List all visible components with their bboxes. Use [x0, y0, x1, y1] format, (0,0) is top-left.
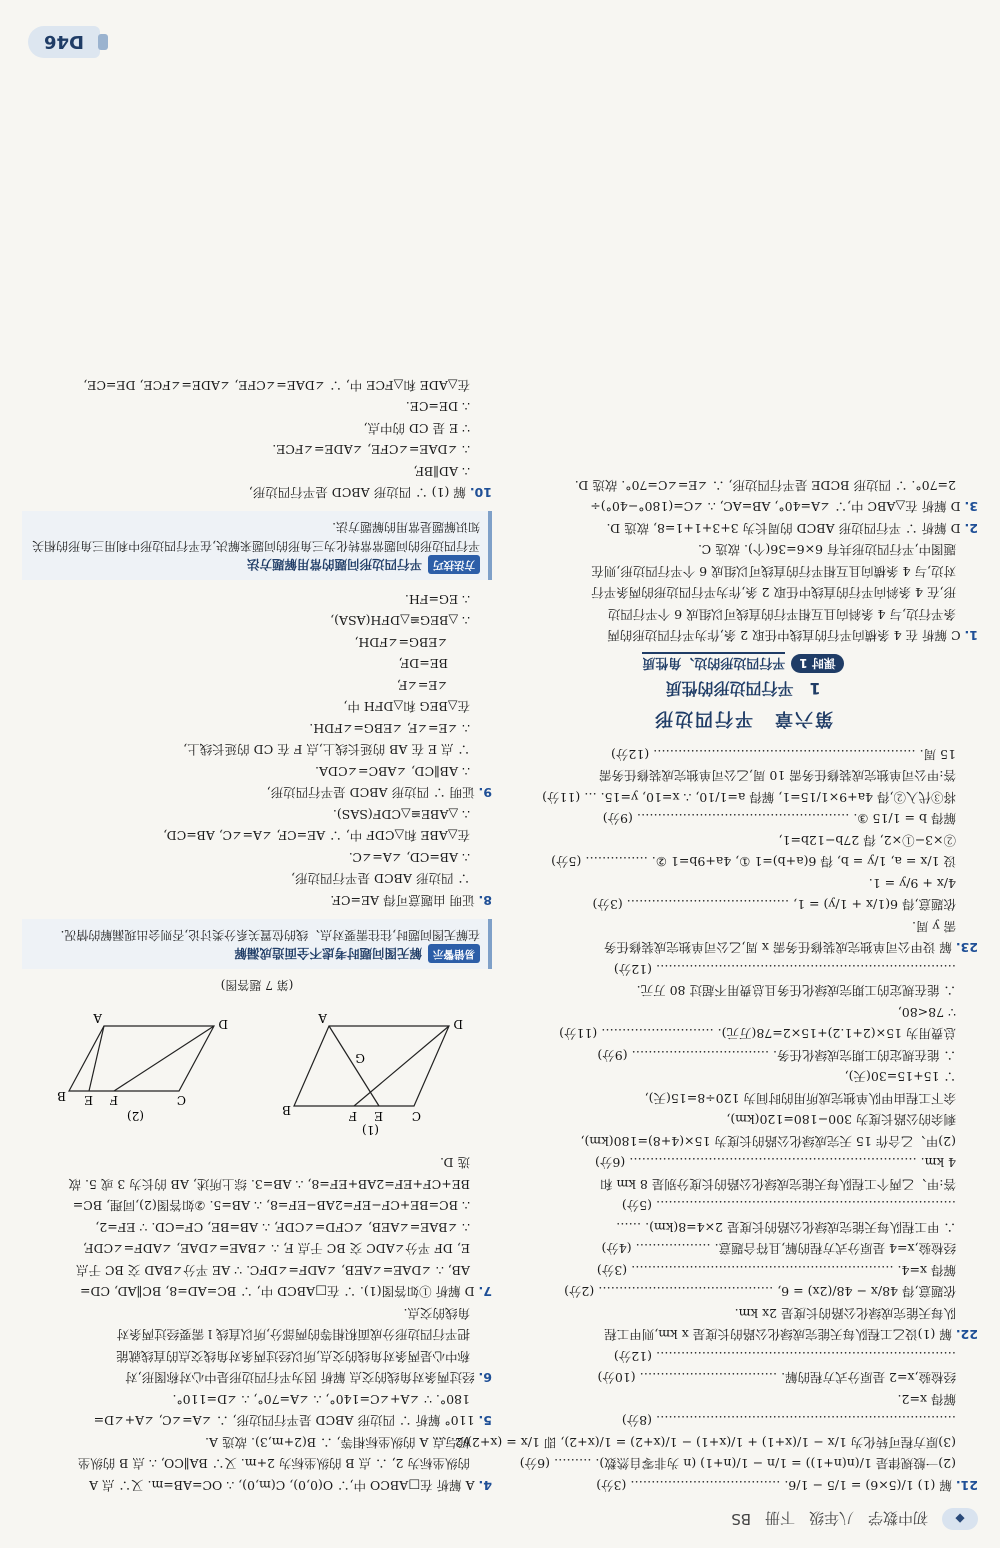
text-line: 把平行四边形分成面积相等的两部分,所以直线 l 需要经过两条对: [116, 1327, 470, 1343]
text-line: 4 km. …………………………………………………………… (6分): [595, 1155, 956, 1171]
text-line: 队每天能完成绿化公路的长度是 2x km.: [734, 1306, 956, 1321]
tip-chip: 易错警示: [428, 944, 480, 963]
question-text: 证明 ∵ 四边形 ABCD 是平行四边形,: [266, 785, 475, 801]
question-text: 110° 解析 ∵ 四边形 ABCD 是平行四边形, ∴ ∠A=∠C, ∠A+∠D=: [93, 1413, 475, 1429]
header-subject: 初中数学: [867, 1509, 928, 1528]
text-line: ∵ 点 E 在 AB 的延长线上,点 F 在 CD 的延长线上,: [183, 742, 470, 758]
text-line: 2=70°. ∵ 四边形 BCDE 是平行四边形, ∴ ∠E=∠C=70°. 故选 D.: [574, 478, 956, 493]
question-number: 10.: [469, 485, 492, 501]
text-line: ∴ ∠DAE=∠CFE, ∠ADE=∠FCE.: [272, 442, 470, 458]
fig1-label-d: D: [453, 1017, 464, 1031]
text-line: ∴ ∠BAE=∠AEB, ∠CFD=∠CDF, ∴ AB=BE, CF=CD. ∵ EF=2,: [95, 1220, 470, 1235]
question-number: 23.: [955, 940, 978, 956]
question-number: 21.: [955, 1478, 978, 1493]
text-line: 在△BEG 和△DFH 中,: [343, 699, 470, 715]
fig2-label-d: D: [218, 1017, 229, 1031]
text-line: ∴ DE=CE.: [405, 399, 470, 415]
figure-row: [22, 996, 492, 1146]
text-line: ……………………………………………………………… (12分): [613, 962, 956, 977]
fig2-label-e: E: [84, 1093, 94, 1107]
text-line: 设 1/x = a, 1/y = b, 得 6(a+b)=1 ①, 4a+9b=1 ②. …………… (5分): [551, 854, 956, 870]
question-line: [508, 1324, 978, 1346]
fig2-label-c: C: [177, 1093, 187, 1107]
text-line: 180°. ∵ ∠A+∠C=140°, ∴ ∠A=70°, ∴ ∠D=110°.: [172, 1392, 470, 1407]
tip-body: 平行四边形的问题常常转化为三角形的问题来解决,在平行四边形中利用三角形的相关知识解题是常用的解题方法.: [32, 520, 480, 554]
question-text: 解 (1) ∵ 四边形 ABCD 是平行四边形,: [248, 485, 466, 501]
text-line: ∠E=∠F,: [396, 678, 448, 693]
question-text: 经过两条对角线的交点 解析 因为平行四边形是中心对称图形,对: [125, 1370, 475, 1386]
chapter-title: 第六章 平行四边形: [653, 708, 833, 730]
text-line: 15 周. ……………………………………………………… (12分): [611, 747, 956, 762]
text-line: 经检验,x=4 是原分式方程的解,且符合题意. ……………… (4分): [601, 1241, 956, 1257]
question-number: 4.: [478, 1478, 492, 1493]
fig2-label-b: B: [57, 1089, 67, 1103]
text-line: ∴ AB∥CD, ∠ABC=∠CDA.: [314, 764, 470, 779]
question-line: [508, 496, 978, 518]
text-line: 称中心是两条对角线的交点,所以经过两条对角线交点的直线就能: [116, 1349, 470, 1364]
right-column: [22, 66, 492, 1496]
text-line: 经检验,x=2 是原分式方程的解. …………………………… (10分): [597, 1370, 956, 1386]
question-line: [22, 782, 492, 804]
text-line: 答:甲公司单独完成装修任务需 10 周,乙公司单独完成装修任务需: [598, 768, 956, 784]
header-grade: 八年级: [808, 1509, 854, 1528]
question-line: [22, 890, 492, 912]
tip-title: 平行四边形问题的常用解题方法: [246, 557, 422, 573]
text-line: 对边,与 4 条横向且互相平行的直线可以组成 6 个平行四边形,则在: [591, 564, 956, 579]
fig1-label-a: A: [318, 1011, 328, 1025]
tip-banner-header: [30, 556, 480, 575]
section-title: 1 平行四边形的性质: [665, 679, 821, 699]
fig2-caption: (2): [127, 1109, 145, 1123]
text-line: ∴ △BEG≌△DFH(ASA),: [330, 613, 470, 629]
text-line: ∴ BC=BE+CF−EF=2AB−EF=8, ∴ AB=5. ②如答图(2),同理, BC=: [72, 1198, 470, 1214]
question-line: [22, 1281, 492, 1303]
question-text: D 解析 ∵ 平行四边形 ABCD 的周长为 3+3+1+1=8, 故选 D.: [606, 521, 961, 536]
fig1-label-f: F: [349, 1109, 358, 1123]
fig1-line-df: [355, 1026, 450, 1106]
question-number: 8.: [478, 893, 492, 908]
text-line: ∵ E 是 CD 的中点,: [363, 421, 470, 436]
question-number: 5.: [478, 1413, 492, 1429]
text-line: 选 D.: [439, 1155, 470, 1171]
lesson-chip: 课时 1: [791, 654, 844, 673]
text-line: BE=DF,: [398, 656, 448, 672]
question-text: A 解析 在□ABCO 中,∵ O(0,0), C(m,0), ∴ OC=AB=m. 又∵ 点 A: [89, 1478, 475, 1493]
text-line: ∴ 甲工程队每天能完成绿化公路的长度是 2×4=8(km). ……: [616, 1220, 956, 1235]
question-text: 证明 由题意可得 AE=CF.: [330, 893, 475, 908]
text-line: ∴ 能在规定的工期完成绿化任务且总费用不超过 80 万元.: [636, 983, 956, 999]
question-line: [508, 625, 978, 647]
question-line: [508, 1475, 978, 1497]
text-line: ∵ 15+15=30(天),: [844, 1069, 956, 1085]
text-line: (2)一般规律是 1/(n(n+1)) = 1/n − 1/(n+1) (n 为非零自然数). ……… (6分): [519, 1456, 956, 1472]
text-line: 在△ABE 和△CDF 中, ∵ AE=CF, ∠A=∠C, AB=CD,: [163, 828, 470, 844]
header-volume: 下册: [764, 1509, 795, 1528]
text-line: ……………………………………………………………… (5分): [621, 1198, 956, 1214]
text-line: ∴ AD∥BF,: [413, 464, 470, 479]
figure-1: [280, 996, 470, 1136]
text-line: E, DF 平分∠ADC 交 BC 于点 F, ∴ ∠BAE=∠DAE, ∠ADF=∠CDF,: [82, 1241, 470, 1257]
question-text: 解 (1)设乙工程队每天能完成绿化公路的长度是 x km,则甲工程: [604, 1327, 952, 1343]
tip-banner-header: [30, 944, 480, 963]
text-line: 条平行边,与 4 条斜向且互相平行的直线可以组成 6 个平行四边: [607, 607, 956, 622]
text-line: 剩余的公路长度为 300−180=120(km),: [726, 1112, 956, 1128]
page-header: [22, 1504, 978, 1534]
text-line: 答:甲、乙两个工程队每天能完成绿化公路的长度分别是 8 km 和: [599, 1177, 956, 1192]
question-text: D 解析 在△ABC 中,∵ ∠A=40°, AB=AC, ∴ ∠C=(180°−40°)÷: [590, 499, 961, 515]
figure-2-svg: [45, 996, 235, 1136]
fig1-caption: (1): [362, 1123, 380, 1137]
lesson-heading: [508, 653, 978, 675]
fig1-label-e: E: [374, 1109, 384, 1123]
text-line: 4/x + 9/y = 1.: [868, 876, 956, 891]
fig1-label-c: C: [412, 1109, 422, 1123]
question-number: 3.: [964, 499, 978, 515]
figure-caption: (第 7 题答图): [220, 978, 294, 992]
text-line: ∴ 能在规定的工期完成绿化任务. …………………………… (9分): [597, 1048, 956, 1063]
question-line: [22, 1410, 492, 1432]
text-line: 解得 b = 1/15 ③. …………………………………………… (9分): [602, 811, 956, 827]
question-number: 22.: [955, 1327, 978, 1343]
text-line: ②×3−①×2, 得 27b−12b=1,: [778, 833, 956, 848]
text-line: 的纵坐标为 2, ∴ 点 B 的纵坐标为 2+m. 又∵ BA∥CO, ∴ 点 B 的纵坐: [77, 1456, 470, 1472]
text-line: ∠EBG=∠FDH,: [354, 635, 448, 650]
lesson-title: 平行四边形的边、角性质: [642, 653, 785, 675]
question-line: [508, 937, 978, 959]
text-line: (3)原方程可转化为 1/x − 1/(x+1) + 1/(x+1) − 1/(x+2) = 1/(x+2), 即 1/x = (x+2)/2. …: [434, 1435, 956, 1450]
text-line: 解得 x=2.: [897, 1392, 956, 1407]
question-line: [22, 1475, 492, 1497]
question-number: 1.: [964, 628, 978, 644]
question-number: 6.: [478, 1370, 492, 1386]
text-line: 解得 x=4. ……………………………………………………… (3分): [596, 1263, 956, 1278]
fig2-label-a: A: [93, 1011, 103, 1025]
text-line: ∵ 78<80,: [897, 1005, 956, 1020]
question-line: [22, 482, 492, 504]
text-line: 在△ADE 和△FCE 中, ∵ ∠DAE=∠CFE, ∠ADE=∠FCE, DE=CE,: [83, 378, 470, 393]
book-logo-icon: ◆: [942, 1508, 978, 1530]
text-line: 依题意,得 6(1/x + 1/y) = 1, ………………………………… (3分): [592, 897, 956, 913]
tip-body: 在解无图问题时,往往需要对点、线的位置关系分类讨论,否则会出现漏解的情况.: [60, 928, 480, 942]
question-number: 7.: [478, 1284, 492, 1300]
question-line: [508, 518, 978, 540]
text-line: ……………………………………………………………… (12分): [613, 1349, 956, 1364]
text-line: 总费用为 15×(2+1.2)+15×2=78(万元). ……………………… (11分): [559, 1026, 956, 1042]
text-line: 形,在 4 条斜向平行的直线中任取 2 条,作为平行四边形的两条平行: [591, 585, 956, 601]
text-line: 依题意,得 48/x − 48/(2x) = 6, …………………………………… (2分): [564, 1284, 956, 1300]
fig2-line-df: [115, 1026, 215, 1091]
text-line: ∵ 四边形 ABCD 是平行四边形,: [291, 871, 470, 887]
text-line: 标与点 A 的纵坐标相等, ∴ B(2+m,3). 故选 A.: [205, 1435, 470, 1450]
fig1-line-ae: [330, 1026, 380, 1106]
text-line: ∴ EG=FH.: [404, 592, 470, 607]
question-text: 解 (1) 1/(5×6) = 1/5 − 1/6. ……………………………… (3分): [596, 1478, 952, 1493]
tip-title: 解无图问题时考虑不全面造成漏解: [234, 946, 422, 961]
fig1-label-g: G: [355, 1051, 366, 1065]
text-line: 将③代入②,得 4a+9×1/15=1, 解得 a=1/10, ∴ x=10, y=15. … (11分): [542, 790, 956, 805]
question-number: 9.: [478, 785, 492, 801]
tip-banner: [22, 919, 492, 969]
fig2-line-ae: [90, 1026, 105, 1091]
tip-chip: 方法技巧: [428, 556, 480, 575]
text-line: (2)甲、乙合作 15 天完成绿化公路的长度为 15×(4+8)=180(km),: [580, 1134, 956, 1149]
figure-1-svg: [280, 996, 470, 1136]
text-line: 余下工程由甲队单独完成所用的时间为 120÷8=15(天),: [644, 1091, 956, 1106]
header-edition: BS: [731, 1510, 751, 1528]
text-line: ……………………………………………………………… (8分): [621, 1413, 956, 1429]
question-number: 2.: [964, 521, 978, 536]
question-text: 解 设甲公司单独完成装修任务需 x 周,乙公司单独完成装修任务: [603, 940, 952, 956]
question-text: D 解析 ①如答图(1). ∵ 在□ABCD 中, ∵ BC=AD=8, BC∥AD, CD=: [79, 1284, 475, 1300]
text-line: ∴ AB=CD, ∠A=∠C.: [348, 850, 470, 865]
text-line: BE+CF+EF=2AB+EF=8, ∴ AB=3. 综上所述, AB 的长为 3 或 5. 故: [68, 1177, 470, 1192]
text-line: ∴ △ABE≌△CDF(SAS).: [332, 807, 470, 822]
question-line: [22, 1367, 492, 1389]
tip-banner: [22, 512, 492, 581]
page-number: D46: [28, 26, 100, 58]
question-text: C 解析 在 4 条横向平行的直线中任取 2 条,作为平行四边形的两: [607, 628, 961, 644]
text-line: AB, ∴ ∠DAE=∠AEB, ∠ADF=∠DFC. ∵ AE 平分∠BAD 交 BC 于点: [75, 1263, 470, 1278]
text-line: ∴ ∠E=∠F, ∠EBG=∠FDH.: [309, 721, 470, 736]
text-line: 角线的交点.: [403, 1306, 470, 1321]
figure-2: [45, 996, 235, 1136]
text-line: 题图中,平行四边形共有 6×6=36(个). 故选 C.: [698, 542, 956, 558]
fig2-label-f: F: [110, 1093, 119, 1107]
fig1-label-b: B: [282, 1103, 292, 1117]
text-line: 需 y 周.: [912, 919, 956, 934]
